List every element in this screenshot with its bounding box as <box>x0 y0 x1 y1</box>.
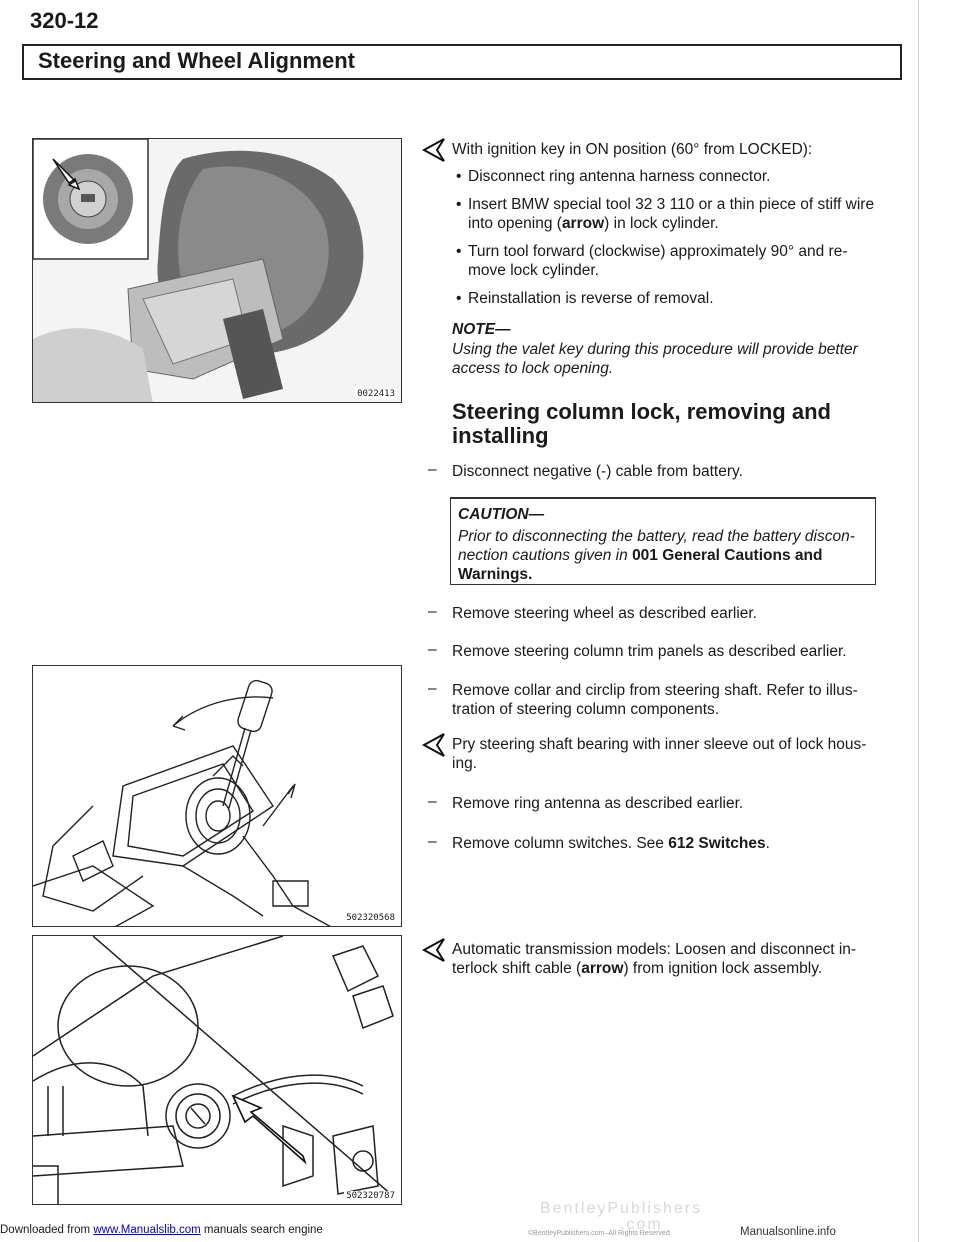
lock-cylinder-illustration <box>33 139 402 403</box>
pointer-arrow-icon <box>420 731 450 759</box>
bullet-item: • Disconnect ring antenna harness connector. <box>468 167 770 186</box>
step-dash: – <box>428 833 437 850</box>
bullet-item: • Reinstallation is reverse of removal. <box>468 289 714 308</box>
interlock-cable-illustration <box>33 936 402 1205</box>
step-remove-antenna: Remove ring antenna as described earlier. <box>452 795 744 812</box>
watermark-copyright: ©BentleyPublishers.com–All Rights Reserved <box>528 1230 670 1237</box>
step-dash: – <box>428 603 437 620</box>
step-interlock-cable: Automatic transmission models: Loosen and disconnect in- terlock shift cable (arrow) from ignition lock assembly. <box>452 941 857 977</box>
note-heading: NOTE— <box>452 321 511 338</box>
figure-code: 502320568 <box>346 913 395 923</box>
step-dash: – <box>428 680 437 697</box>
note-body: Using the valet key during this procedure will provide better access to lock opening. <box>452 341 858 377</box>
caution-heading: CAUTION— <box>458 506 545 523</box>
step-dash: – <box>428 793 437 810</box>
bullet-item: • Turn tool forward (clockwise) approximately 90° and re- move lock cylinder. <box>468 242 878 280</box>
bullet-item: • Insert BMW special tool 32 3 110 or a thin piece of stiff wire into opening (arrow) in lock cylinder. <box>468 195 878 233</box>
manualslib-link[interactable]: www.Manualslib.com <box>93 1224 201 1236</box>
step-remove-trim: Remove steering column trim panels as described earlier. <box>452 643 847 660</box>
step-intro: With ignition key in ON position (60° from LOCKED): <box>452 141 813 158</box>
steering-column-illustration <box>33 666 402 927</box>
figure-steering-column-bearing <box>32 665 402 927</box>
step-dash: – <box>428 641 437 658</box>
figure-lock-cylinder <box>32 138 402 403</box>
figure-code: 502320787 <box>346 1191 395 1201</box>
footer-download-notice: Downloaded from www.Manualslib.com manuals search engine <box>0 1224 323 1236</box>
footer-brand: Manualsonline.info <box>740 1226 836 1238</box>
step-pry-bearing: Pry steering shaft bearing with inner sleeve out of lock hous- ing. <box>452 736 867 772</box>
page-edge-line <box>918 0 919 1242</box>
watermark-brand: BentleyPublishers <box>540 1200 703 1217</box>
section-heading: Steering column lock, removing and installing <box>452 399 831 448</box>
step-remove-wheel: Remove steering wheel as described earlier. <box>452 605 757 622</box>
pointer-arrow-icon <box>420 136 450 164</box>
figure-interlock-cable <box>32 935 402 1205</box>
step-disconnect-battery: Disconnect negative (-) cable from battery. <box>452 463 743 480</box>
step-remove-collar: Remove collar and circlip from steering shaft. Refer to illus- tration of steering column components. <box>452 682 858 718</box>
step-dash: – <box>428 461 437 478</box>
pointer-arrow-icon <box>420 936 450 964</box>
caution-body: Prior to disconnecting the battery, read the battery discon- nection cautions given in 001 General Cautions and Warnings. <box>458 528 855 583</box>
watermark-domain: .com <box>620 1216 663 1233</box>
header-title: Steering and Wheel Alignment <box>38 48 355 73</box>
step-remove-switches: Remove column switches. See 612 Switches. <box>452 835 770 852</box>
page-number: 320-12 <box>30 8 99 33</box>
figure-code: 0022413 <box>357 389 395 399</box>
